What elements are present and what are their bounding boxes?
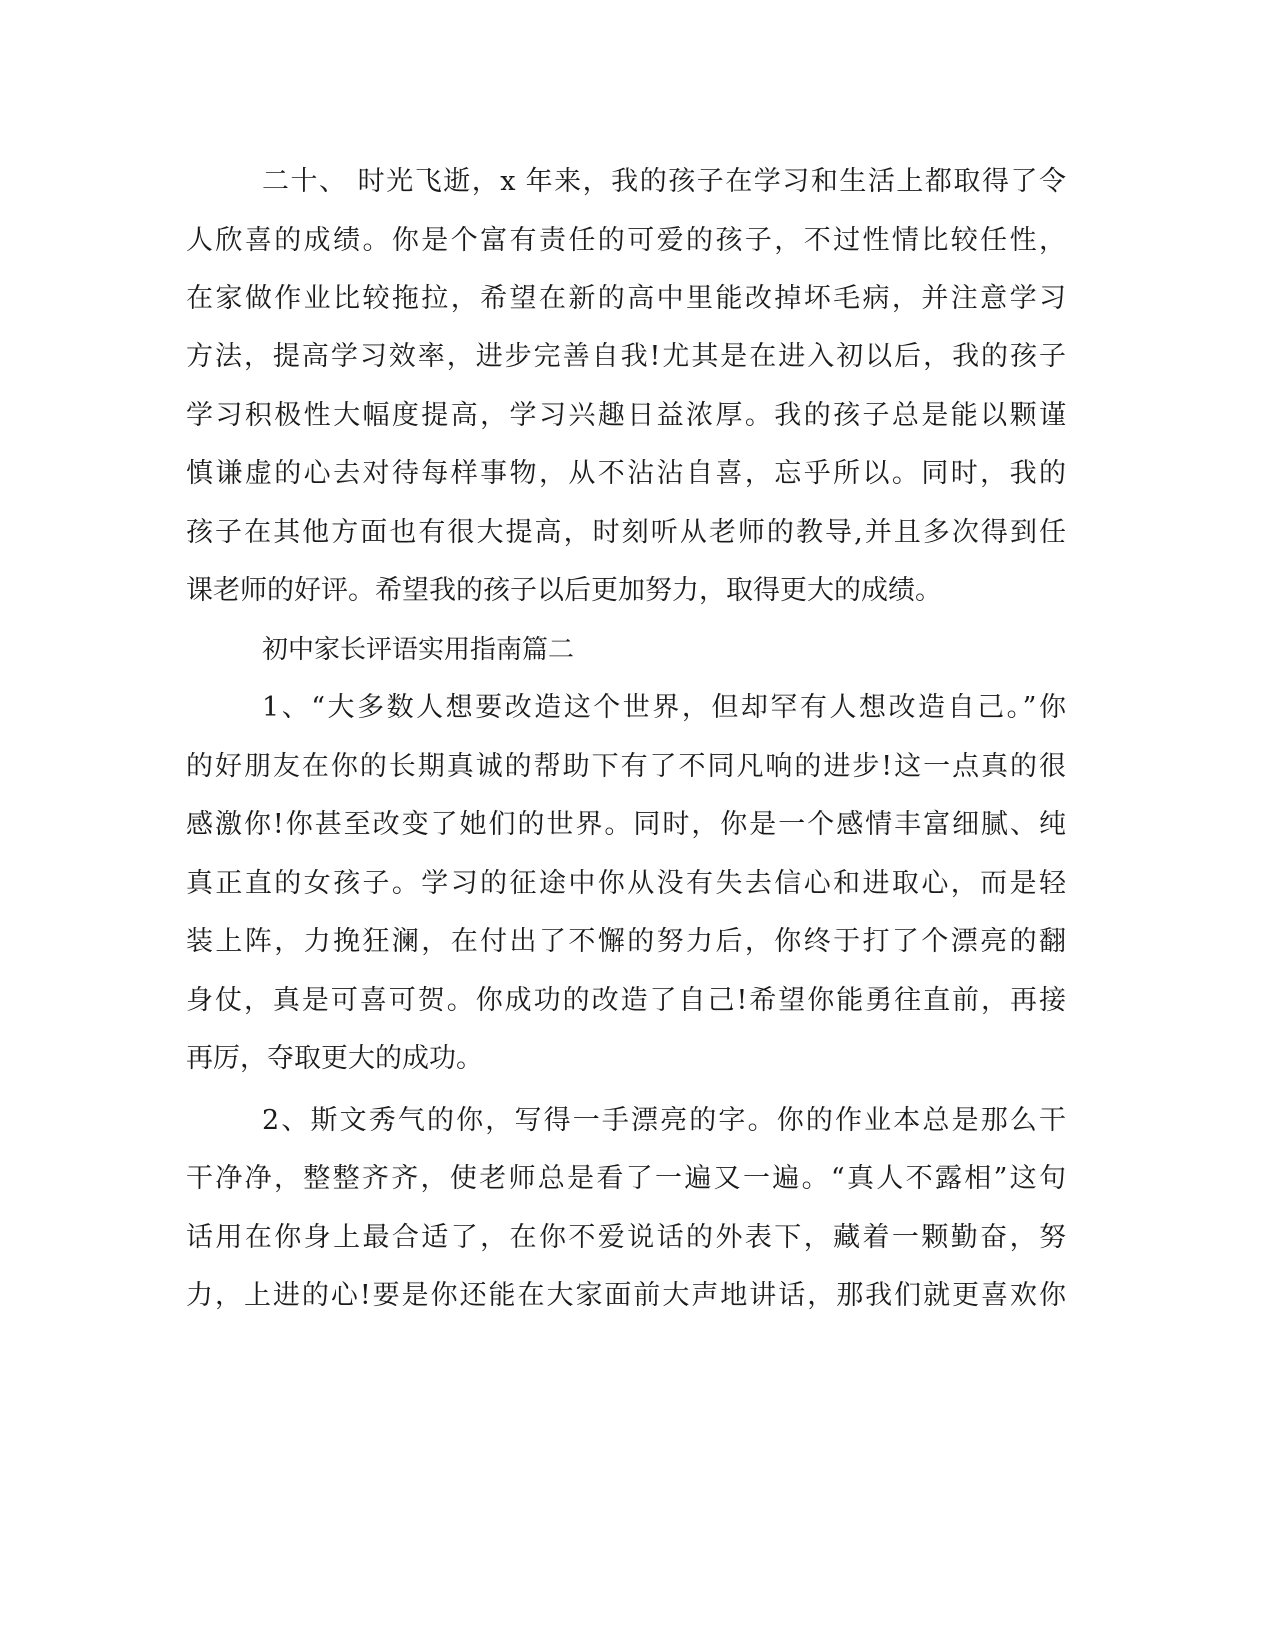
paragraph-3-line: 力，上进的心!要是你还能在大家面前大声地讲话，那我们就更喜欢你 bbox=[186, 1280, 1066, 1311]
paragraph-3-line: 干净净，整整齐齐，使老师总是看了一遍又一遍。“真人不露相”这句 bbox=[186, 1163, 1066, 1194]
paragraph-1-line: 方法，提高学习效率，进步完善自我!尤其是在进入初以后，我的孩子 bbox=[186, 341, 1066, 372]
paragraph-1-line: 慎谦虚的心去对待每样事物，从不沾沾自喜，忘乎所以。同时，我的 bbox=[186, 458, 1066, 489]
section-heading: 初中家长评语实用指南篇二 bbox=[262, 635, 575, 665]
paragraph-1-line: 人欣喜的成绩。你是个富有责任的可爱的孩子，不过性情比较任性， bbox=[186, 225, 1066, 256]
paragraph-2-line: 的好朋友在你的长期真诚的帮助下有了不同凡响的进步!这一点真的很 bbox=[186, 751, 1066, 782]
paragraph-2-line: 1、“大多数人想要改造这个世界，但却罕有人想改造自己。”你 bbox=[262, 692, 1066, 723]
paragraph-2-line: 身仗，真是可喜可贺。你成功的改造了自己!希望你能勇往直前，再接 bbox=[186, 985, 1066, 1016]
paragraph-2-line: 再厉，夺取更大的成功。 bbox=[186, 1043, 483, 1074]
paragraph-1-line: 二十、 时光飞逝，x 年来，我的孩子在学习和生活上都取得了令 bbox=[262, 166, 1066, 197]
paragraph-1-line: 在家做作业比较拖拉，希望在新的高中里能改掉坏毛病，并注意学习 bbox=[186, 283, 1066, 314]
paragraph-1-line: 学习积极性大幅度提高，学习兴趣日益浓厚。我的孩子总是能以颗谨 bbox=[186, 400, 1066, 431]
paragraph-2-line: 真正直的女孩子。学习的征途中你从没有失去信心和进取心，而是轻 bbox=[186, 868, 1066, 899]
paragraph-2-line: 装上阵，力挽狂澜，在付出了不懈的努力后，你终于打了个漂亮的翻 bbox=[186, 926, 1066, 957]
paragraph-1-line: 孩子在其他方面也有很大提高，时刻听从老师的教导,并且多次得到任 bbox=[186, 517, 1066, 548]
paragraph-1-line: 课老师的好评。希望我的孩子以后更加努力，取得更大的成绩。 bbox=[186, 575, 942, 606]
paragraph-3-line: 话用在你身上最合适了，在你不爱说话的外表下，藏着一颗勤奋，努 bbox=[186, 1222, 1066, 1253]
paragraph-2-line: 感激你!你甚至改变了她们的世界。同时，你是一个感情丰富细腻、纯 bbox=[186, 809, 1066, 840]
paragraph-3-line: 2、斯文秀气的你，写得一手漂亮的字。你的作业本总是那么干 bbox=[262, 1105, 1066, 1136]
